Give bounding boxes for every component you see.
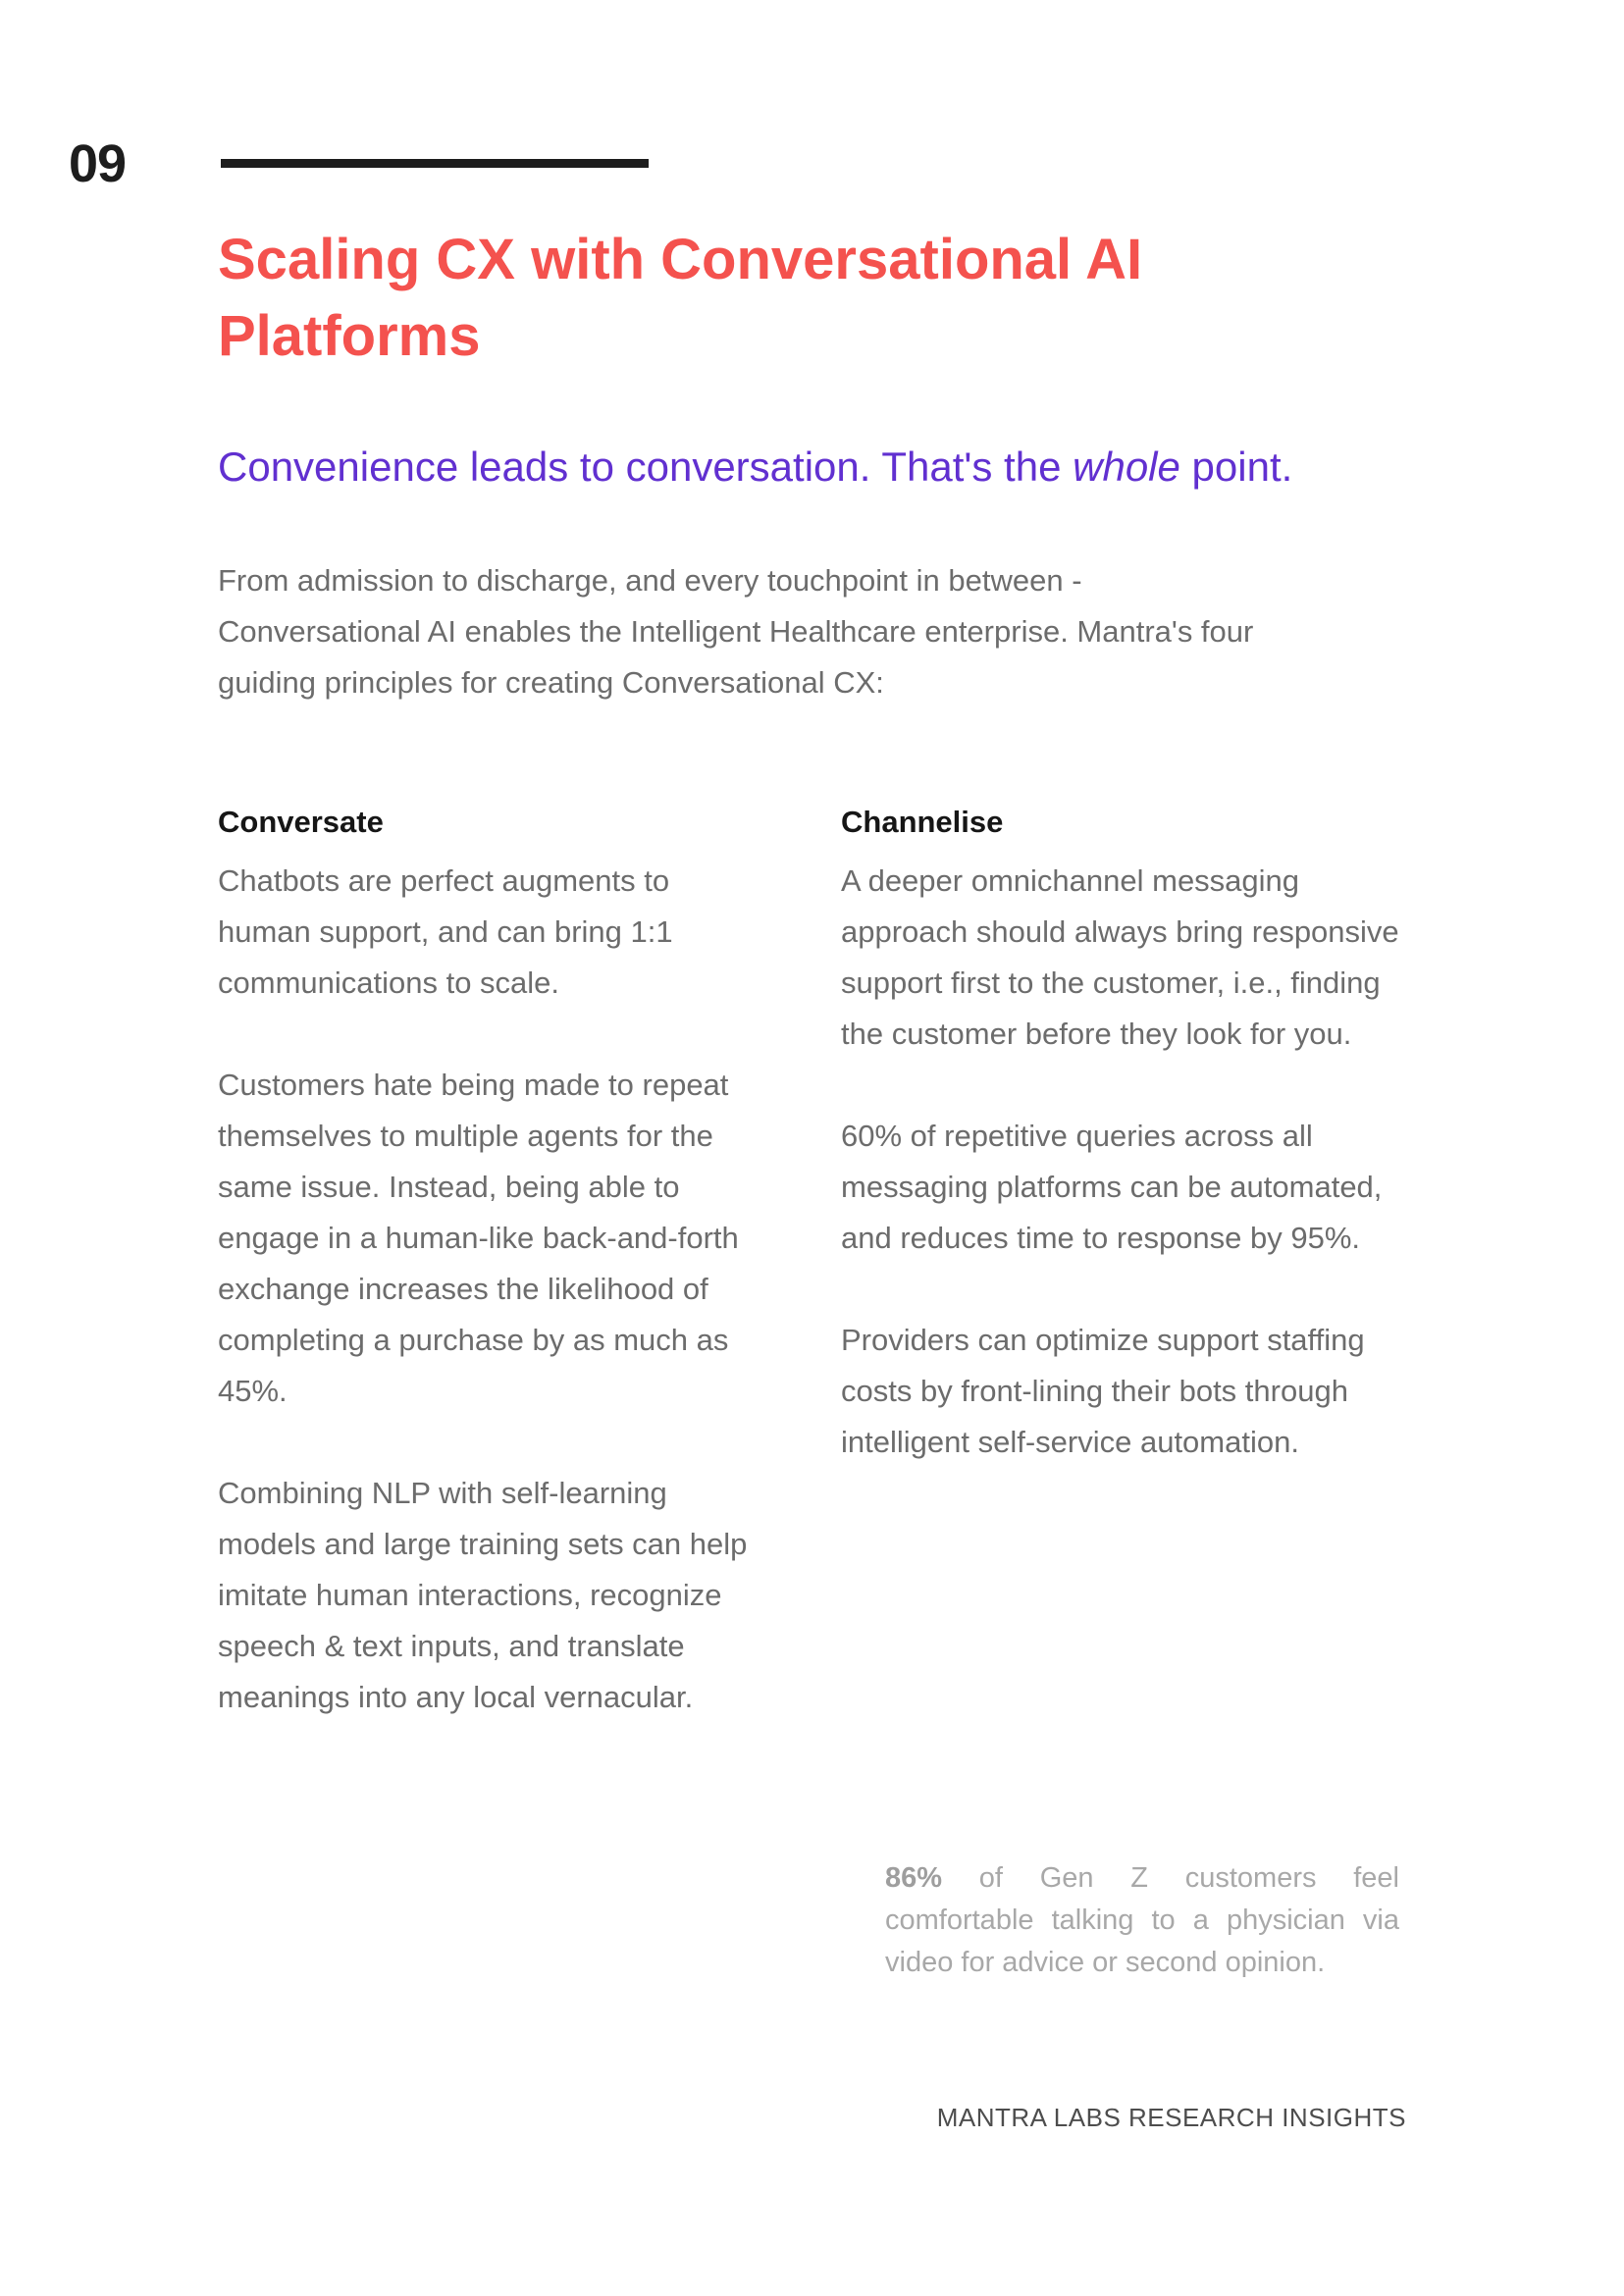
column-channelise-paragraph-2: 60% of repetitive queries across all messaging platforms can be automated, and reduces time to response by 95%. (841, 1119, 1383, 1255)
page-title: Scaling CX with Conversational AI Platforms (218, 228, 1143, 368)
callout-text: of Gen Z customers feel comfortable talking to a physician via video for advice or second opinion. (885, 1862, 1399, 1978)
title-rule (221, 159, 649, 168)
column-channelise-paragraph-3: Providers can optimize support staffing costs by front-lining their bots through intelligent self-service automation. (841, 1323, 1365, 1459)
footer-branding: MANTRA LABS RESEARCH INSIGHTS (936, 2103, 1406, 2132)
column-conversate-paragraph-2: Customers hate being made to repeat themselves to multiple agents for the same issue. Instead, being able to engage in a human-like back-and-forth exchange increases the likelihood of completing a purchase by as much as 45%. (218, 1068, 739, 1408)
content-columns (218, 797, 1410, 1723)
callout-stat (885, 1857, 1399, 1984)
page-subtitle (218, 444, 1292, 491)
page-number: 09 (69, 134, 127, 193)
column-conversate-paragraph-3: Combining NLP with self-learning models and large training sets can help imitate human interactions, recognize speech & text inputs, and translate meanings into any local vernacular. (218, 1476, 748, 1714)
subtitle-text-suffix: point. (1179, 444, 1293, 490)
subtitle-italic-word: whole (1073, 444, 1180, 490)
callout-percentage: 86% (885, 1862, 943, 1894)
column-conversate-paragraph-1: Chatbots are perfect augments to human support, and can bring 1:1 communications to scale. (218, 863, 673, 1000)
column-channelise-paragraph-1: A deeper omnichannel messaging approach should always bring responsive support first to the customer, i.e., finding the customer before they look for you. (841, 863, 1399, 1051)
column-conversate (218, 797, 767, 1723)
column-channelise-heading: Channelise (841, 805, 1004, 839)
intro-paragraph: From admission to discharge, and every touchpoint in between - Conversational AI enables the Intelligent Healthcare enterprise. Mantra's four guiding principles for creating Conversational CX: (218, 563, 1254, 700)
subtitle-text-prefix: Convenience leads to conversation. That's the (218, 444, 1074, 490)
column-channelise (841, 797, 1410, 1723)
column-conversate-heading: Conversate (218, 805, 384, 839)
